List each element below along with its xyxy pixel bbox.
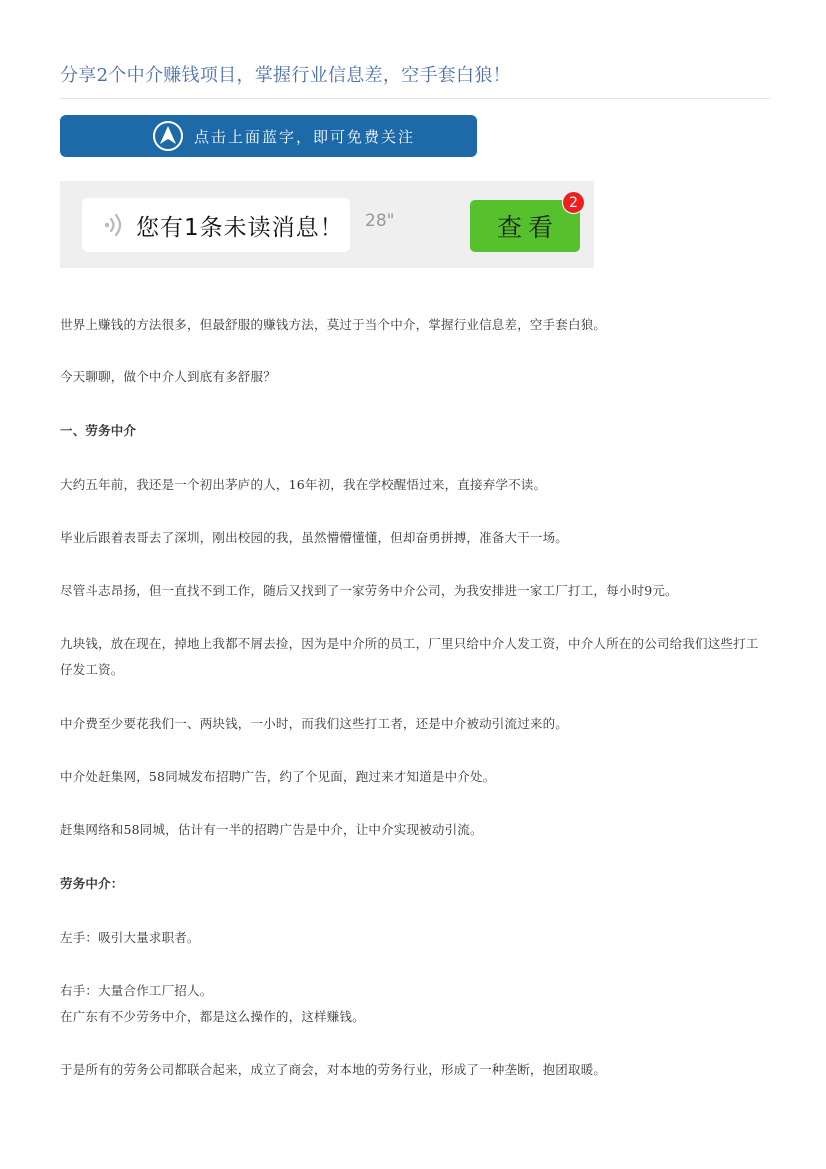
unread-message-bubble bbox=[82, 198, 350, 252]
paragraph: 今天聊聊，做个中介人到底有多舒服？ bbox=[60, 369, 276, 384]
follow-banner-label: 点击上面蓝字，即可免费关注 bbox=[194, 127, 416, 146]
title-divider bbox=[60, 98, 770, 99]
paragraph: 在广东有不少劳务中介，都是这么操作的，这样赚钱。 bbox=[60, 1009, 365, 1024]
paragraph: 左手：吸引大量求职者。 bbox=[60, 930, 200, 945]
paragraph: 毕业后跟着表哥去了深圳，刚出校园的我，虽然懵懵懂懂，但却奋勇拼搏，准备大干一场。 bbox=[60, 530, 569, 545]
unread-message-card bbox=[60, 181, 594, 268]
section-heading: 一、劳务中介 bbox=[60, 423, 137, 438]
voice-duration: 28" bbox=[365, 211, 395, 231]
article-title: 分享2个中介赚钱项目，掌握行业信息差，空手套白狼！ bbox=[60, 65, 511, 86]
paragraph: 赶集网络和58同城，估计有一半的招聘广告是中介，让中介实现被动引流。 bbox=[60, 822, 483, 837]
unread-message-text: 您有1条未读消息！ bbox=[136, 214, 344, 241]
paragraph: 右手：大量合作工厂招人。 bbox=[60, 983, 213, 998]
paragraph: 世界上赚钱的方法很多，但最舒服的赚钱方法，莫过于当个中介，掌握行业信息差，空手套白狼。 bbox=[60, 317, 607, 332]
voice-wave-icon bbox=[102, 212, 128, 238]
follow-banner[interactable] bbox=[60, 115, 477, 157]
paragraph: 尽管斗志昂扬，但一直找不到工作，随后又找到了一家劳务中介公司，为我安排进一家工厂打工，每小时9元。 bbox=[60, 583, 678, 598]
paragraph: 大约五年前，我还是一个初出茅庐的人，16年初，我在学校醒悟过来，直接弃学不读。 bbox=[60, 477, 547, 492]
unread-count-badge: 2 bbox=[562, 191, 585, 214]
view-button[interactable]: 查看 bbox=[470, 200, 580, 252]
paragraph: 中介费至少要花我们一、两块钱，一小时，而我们这些打工者，还是中介被动引流过来的。 bbox=[60, 716, 569, 731]
paragraph: 九块钱，放在现在，掉地上我都不屑去捡，因为是中介所的员工，厂里只给中介人发工资，中介人所在的公司给我们这些打工仔发工资。 bbox=[60, 636, 759, 677]
section-heading: 劳务中介： bbox=[60, 876, 124, 891]
navigation-arrow-icon bbox=[152, 120, 184, 152]
paragraph: 中介处赶集网，58同城发布招聘广告，约了个见面，跑过来才知道是中介处。 bbox=[60, 769, 496, 784]
paragraph: 于是所有的劳务公司都联合起来，成立了商会，对本地的劳务行业，形成了一种垄断，抱团取暖。 bbox=[60, 1062, 607, 1077]
